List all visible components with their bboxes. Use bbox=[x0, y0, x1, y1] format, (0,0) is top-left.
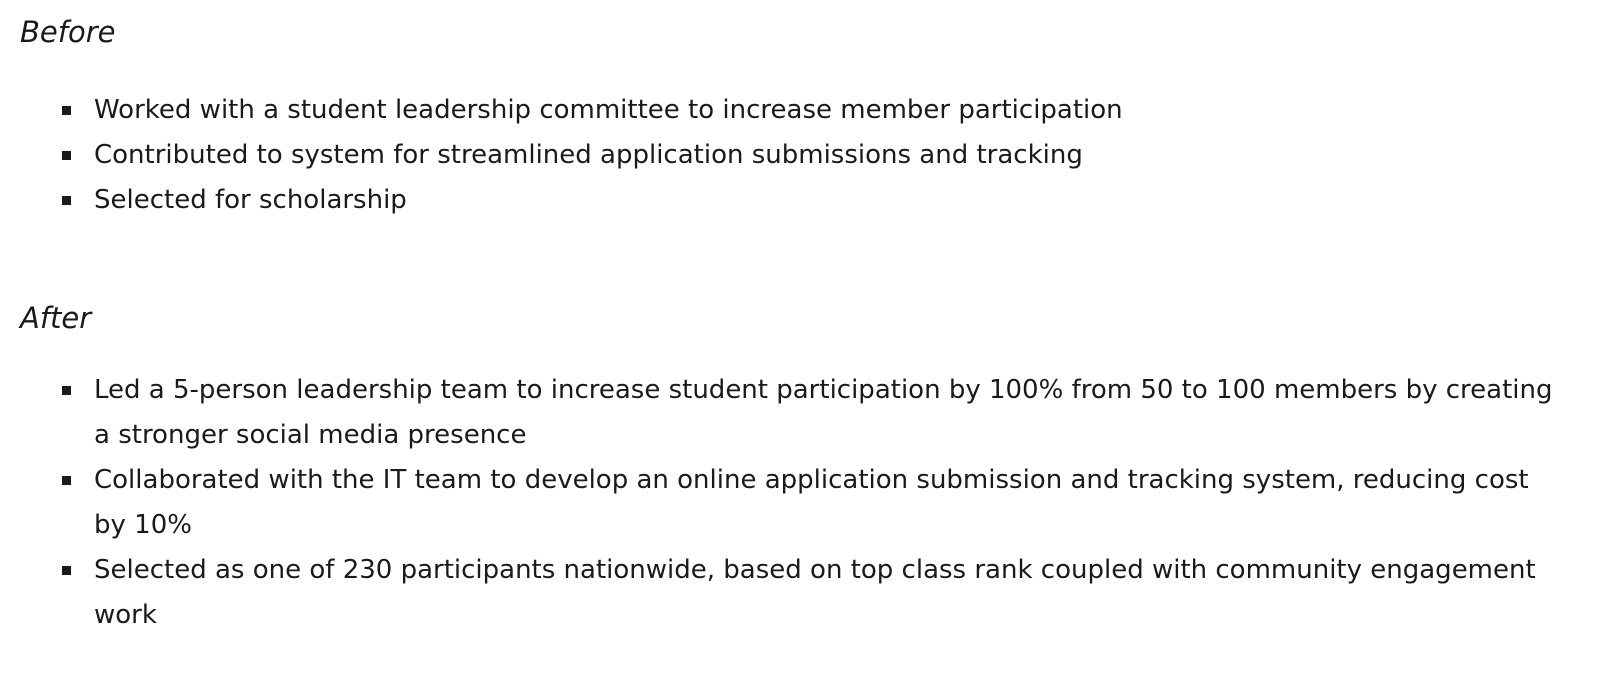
list-item-text: Led a 5-person leadership team to increase student participation by 100% from 50 to 100 members by creating a stronger social media presence bbox=[94, 375, 1553, 450]
after-bullet-list bbox=[0, 368, 1600, 638]
square-bullet-icon bbox=[62, 106, 71, 115]
list-item bbox=[0, 458, 1600, 548]
list-item bbox=[0, 88, 1600, 133]
list-item bbox=[0, 368, 1600, 458]
list-item bbox=[0, 178, 1600, 223]
square-bullet-icon bbox=[62, 566, 71, 575]
square-bullet-icon bbox=[62, 151, 71, 160]
before-bullet-list bbox=[0, 88, 1600, 223]
list-item bbox=[0, 133, 1600, 178]
square-bullet-icon bbox=[62, 386, 71, 395]
list-item-text: Selected for scholarship bbox=[94, 185, 407, 215]
list-item bbox=[0, 548, 1600, 638]
list-item-text: Selected as one of 230 participants nationwide, based on top class rank coupled with community engagement work bbox=[94, 555, 1536, 630]
before-heading: Before bbox=[20, 15, 116, 49]
square-bullet-icon bbox=[62, 476, 71, 485]
square-bullet-icon bbox=[62, 196, 71, 205]
after-heading: After bbox=[20, 301, 92, 335]
list-item-text: Collaborated with the IT team to develop an online application submission and tracking system, reducing cost by 10% bbox=[94, 465, 1529, 540]
list-item-text: Worked with a student leadership committee to increase member participation bbox=[94, 95, 1123, 125]
list-item-text: Contributed to system for streamlined application submissions and tracking bbox=[94, 140, 1083, 170]
